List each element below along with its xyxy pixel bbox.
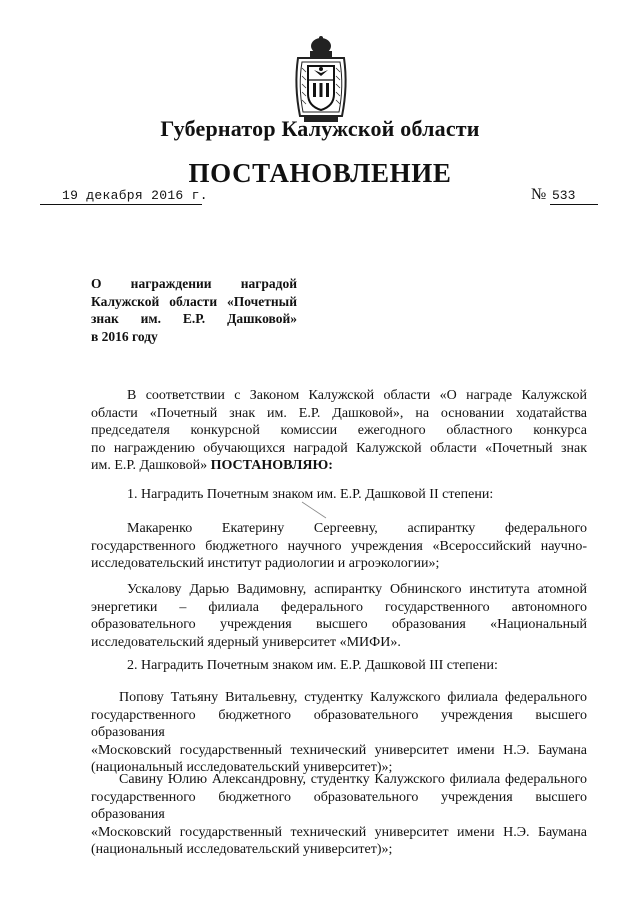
item-heading-text: 1. Наградить Почетным знаком им. Е.Р. Дашковой II степени: [127, 487, 494, 502]
awardee-line: энергетики – филиала федерального государственного автономного [91, 599, 587, 615]
pen-stroke-mark [300, 500, 330, 520]
preamble-line: области «Почетный знак им. Е.Р. Дашковой», на основании ходатайства [91, 405, 587, 421]
preamble-line: председателя конкурсной комиссии ежегодного областного конкурса [91, 423, 587, 438]
awardee-entry [91, 689, 587, 777]
preamble-line: им. Е.Р. Дашковой» [91, 458, 208, 473]
awardee-line: исследовательский ядерный университет «МИФИ». [91, 634, 401, 650]
document-date: 19 декабря 2016 г. [62, 188, 208, 203]
awardee-entry [91, 771, 587, 859]
document-number: 533 [550, 188, 598, 205]
awardee-entry [91, 581, 587, 651]
awardee-line: «Московский государственный технический университет имени Н.Э. Баумана [91, 742, 587, 758]
document-type-title: ПОСТАНОВЛЕНИЕ [188, 158, 452, 188]
awardee-line: государственного бюджетного образовательного учреждения высшего образования [91, 789, 587, 822]
awardee-line: исследовательский институт радиологии и агроэкологии»; [91, 556, 440, 571]
awardee-line: «Московский государственный технический университет имени Н.Э. Баумана [91, 824, 587, 840]
subject-line: Калужской области «Почетный [91, 293, 297, 309]
awardee-line: государственного бюджетного образовательного учреждения высшего образования [91, 707, 587, 740]
authority-title: Губернатор Калужской области [160, 116, 480, 141]
decree-word: ПОСТАНОВЛЯЮ: [210, 458, 333, 473]
document-subject [91, 275, 297, 345]
preamble-line: по награждению обучающихся наградой Калужской области «Почетный знак [91, 440, 587, 456]
document-number-label: № [531, 186, 547, 203]
awardee-line: Ускалову Дарью Вадимовну, аспирантку Обнинского института атомной [127, 582, 587, 597]
awardee-line: образовательного учреждения высшего образования «Национальный [91, 617, 587, 632]
awardee-entry [91, 520, 587, 573]
item-1-heading [91, 486, 587, 504]
awardee-line: государственного бюджетного научного учреждения «Всероссийский научно- [91, 538, 587, 554]
item-heading-text: 2. Наградить Почетным знаком им. Е.Р. Дашковой III степени: [127, 658, 498, 673]
subject-line: О награждении наградой [91, 276, 297, 291]
preamble-line: В соответствии с Законом Калужской области «О награде Калужской [127, 388, 587, 403]
awardee-line: Макаренко Екатерину Сергеевну, аспирантку федерального [127, 521, 587, 536]
preamble-paragraph [91, 387, 587, 475]
awardee-line: (национальный исследовательский университет)»; [91, 760, 393, 775]
item-2-heading [91, 657, 587, 675]
awardee-line: (национальный исследовательский университет)»; [91, 842, 393, 857]
coat-of-arms-emblem [290, 36, 352, 128]
subject-line: знак им. Е.Р. Дашковой» [91, 311, 297, 326]
subject-line: в 2016 году [91, 328, 158, 344]
awardee-line: Савину Юлию Александровну, студентку Калужского филиала федерального [119, 772, 587, 787]
awardee-line: Попову Татьяну Витальевну, студентку Калужского филиала федерального [119, 690, 587, 705]
